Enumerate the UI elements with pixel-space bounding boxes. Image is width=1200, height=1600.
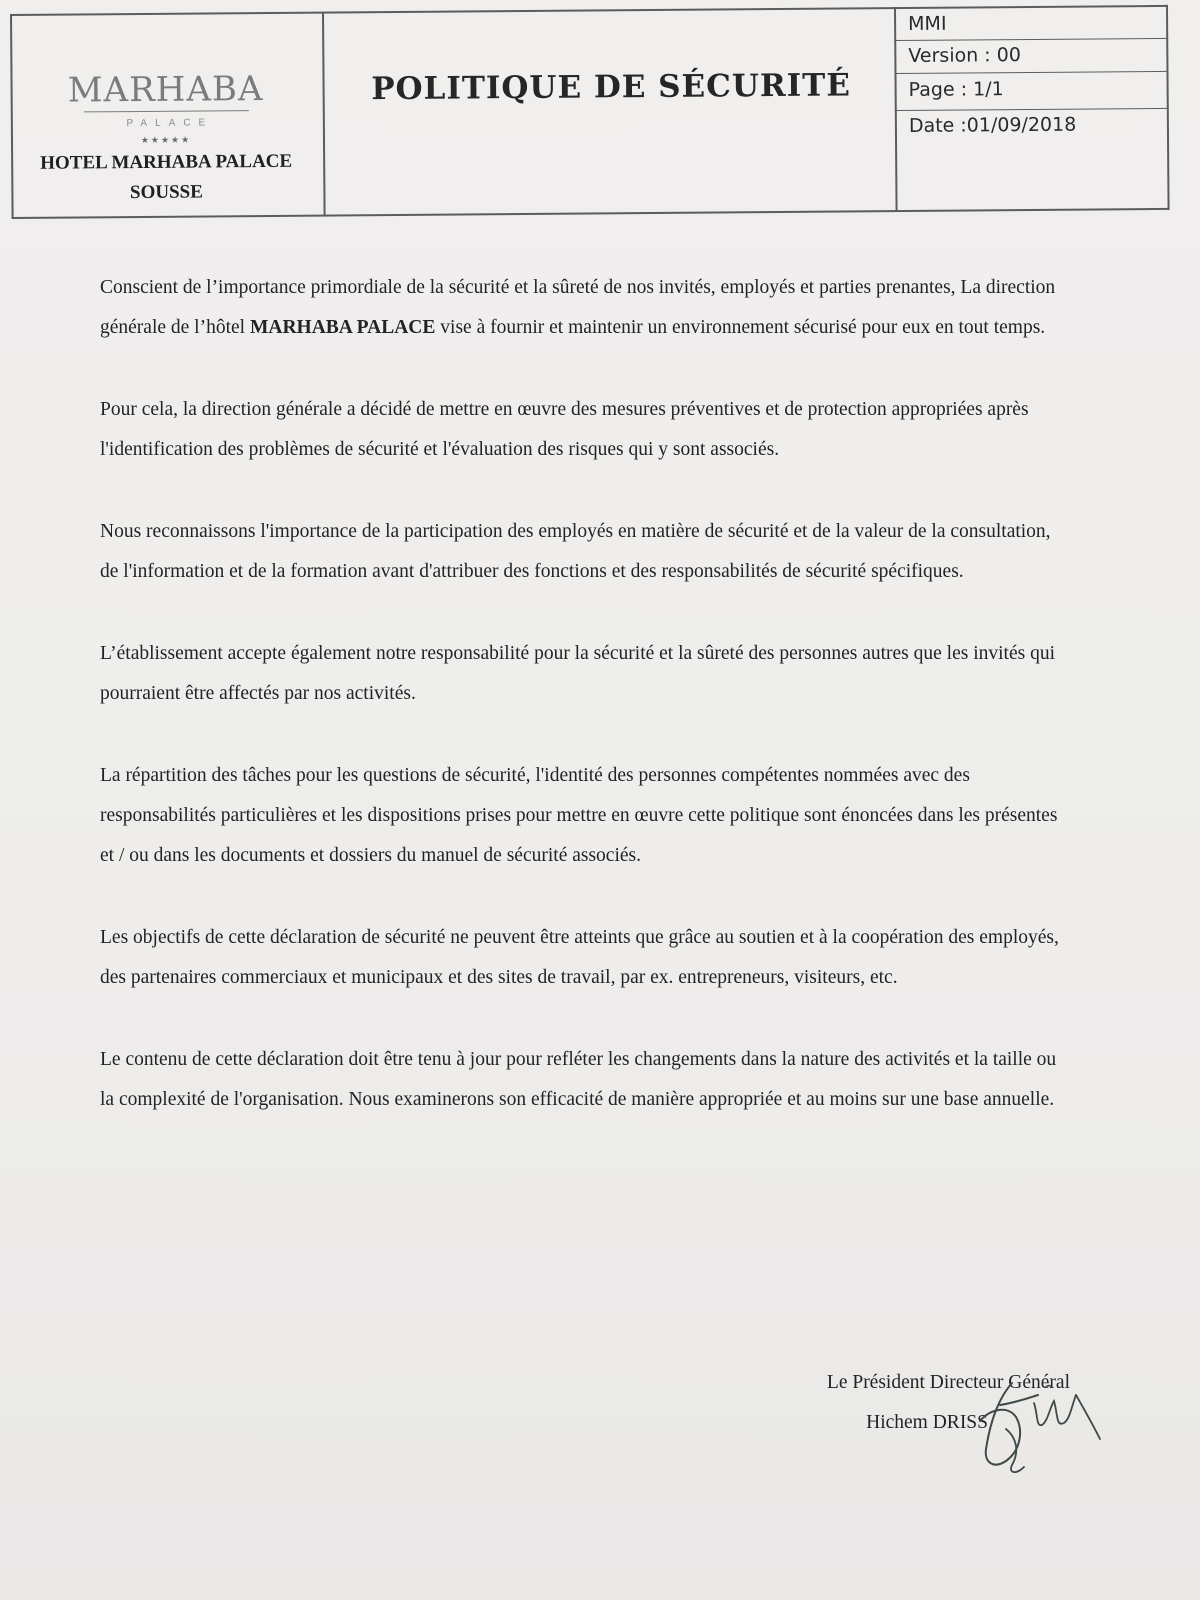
- meta-row-divider-1: [894, 38, 1168, 41]
- logo-underline: [83, 110, 248, 112]
- table-border-top: [10, 5, 1168, 16]
- paragraph-1-intro: Conscient de l’importance primordiale de la sécurité et la sûreté de nos invités, employés et parties prenantes, La direction générale de l’hôtel: [100, 277, 1056, 338]
- policy-paragraph-2: Pour cela, la direction générale a décidé de mettre en œuvre des mesures préventives et de protection appropriées après l'identification des problèmes de sécurité et l'évaluation des risques qui y sont associés.: [100, 399, 1029, 460]
- policy-body: [100, 268, 1060, 1162]
- policy-paragraph-4: L’établissement accepte également notre responsabilité pour la sécurité et la sûreté des personnes autres que les invités qui pourraient être affectés par nos activités.: [100, 643, 1055, 704]
- hotel-logo-subtitle: PALACE: [126, 117, 214, 130]
- document-date: Date :01/09/2018: [908, 113, 1077, 137]
- hotel-star-rating: ★★★★★: [140, 134, 192, 145]
- document-title: POLITIQUE DE SÉCURITÉ: [371, 67, 852, 108]
- policy-paragraph-7: Le contenu de cette déclaration doit être tenu à jour pour refléter les changements dans la nature des activités et la taille ou la complexité de l'organisation. Nous examinerons son efficacité de manière appropriée et au moins sur une base annuelle.: [100, 1049, 1057, 1110]
- meta-row-divider-2: [894, 71, 1168, 74]
- hotel-logo-wordmark: MARHABA: [67, 69, 264, 111]
- signatory-title: Le Président Directeur Général: [826, 1372, 1070, 1393]
- hotel-name-line2: SOUSSE: [129, 181, 203, 204]
- meta-row-divider-3: [895, 108, 1169, 111]
- hotel-name-emphasis: MARHABA PALACE: [249, 317, 436, 338]
- policy-paragraph-5: La répartition des tâches pour les questions de sécurité, l'identité des personnes compétentes nommées avec des responsabilités particulières et les dispositions prises pour mettre en œuvre cette politique sont énoncées dans les présentes et / ou dans les documents et dossiers du manuel de sécurité associés.: [100, 765, 1058, 866]
- signatory-name: Hichem DRISS: [866, 1412, 988, 1433]
- document-code: MMI: [908, 12, 947, 35]
- document-page-number: Page : 1/1: [908, 78, 1004, 101]
- policy-paragraph-3: Nous reconnaissons l'importance de la participation des employés en matière de sécurité et de la valeur de la consultation, de l'information et de la formation avant d'attribuer des fonctions et des responsabilités de sécurité spécifiques.: [100, 521, 1051, 582]
- paragraph-1-rest: vise à fournir et maintenir un environnement sécurisé pour eux en tout temps.: [435, 317, 1046, 338]
- table-divider-1: [322, 12, 326, 217]
- hotel-name-line1: HOTEL MARHABA PALACE: [40, 150, 293, 174]
- document-header-table: [10, 5, 1170, 219]
- handwritten-signature: [950, 1365, 1120, 1485]
- document-version: Version : 00: [908, 44, 1021, 67]
- policy-paragraph-1: [100, 268, 1060, 348]
- policy-paragraph-6: Les objectifs de cette déclaration de sécurité ne peuvent être atteints que grâce au soutien et à la coopération des employés, des partenaires commerciaux et municipaux et des sites de travail, par ex. entrepreneurs, visiteurs, etc.: [100, 927, 1059, 988]
- hotel-logo-block: [10, 69, 321, 207]
- table-border-bottom: [12, 208, 1170, 219]
